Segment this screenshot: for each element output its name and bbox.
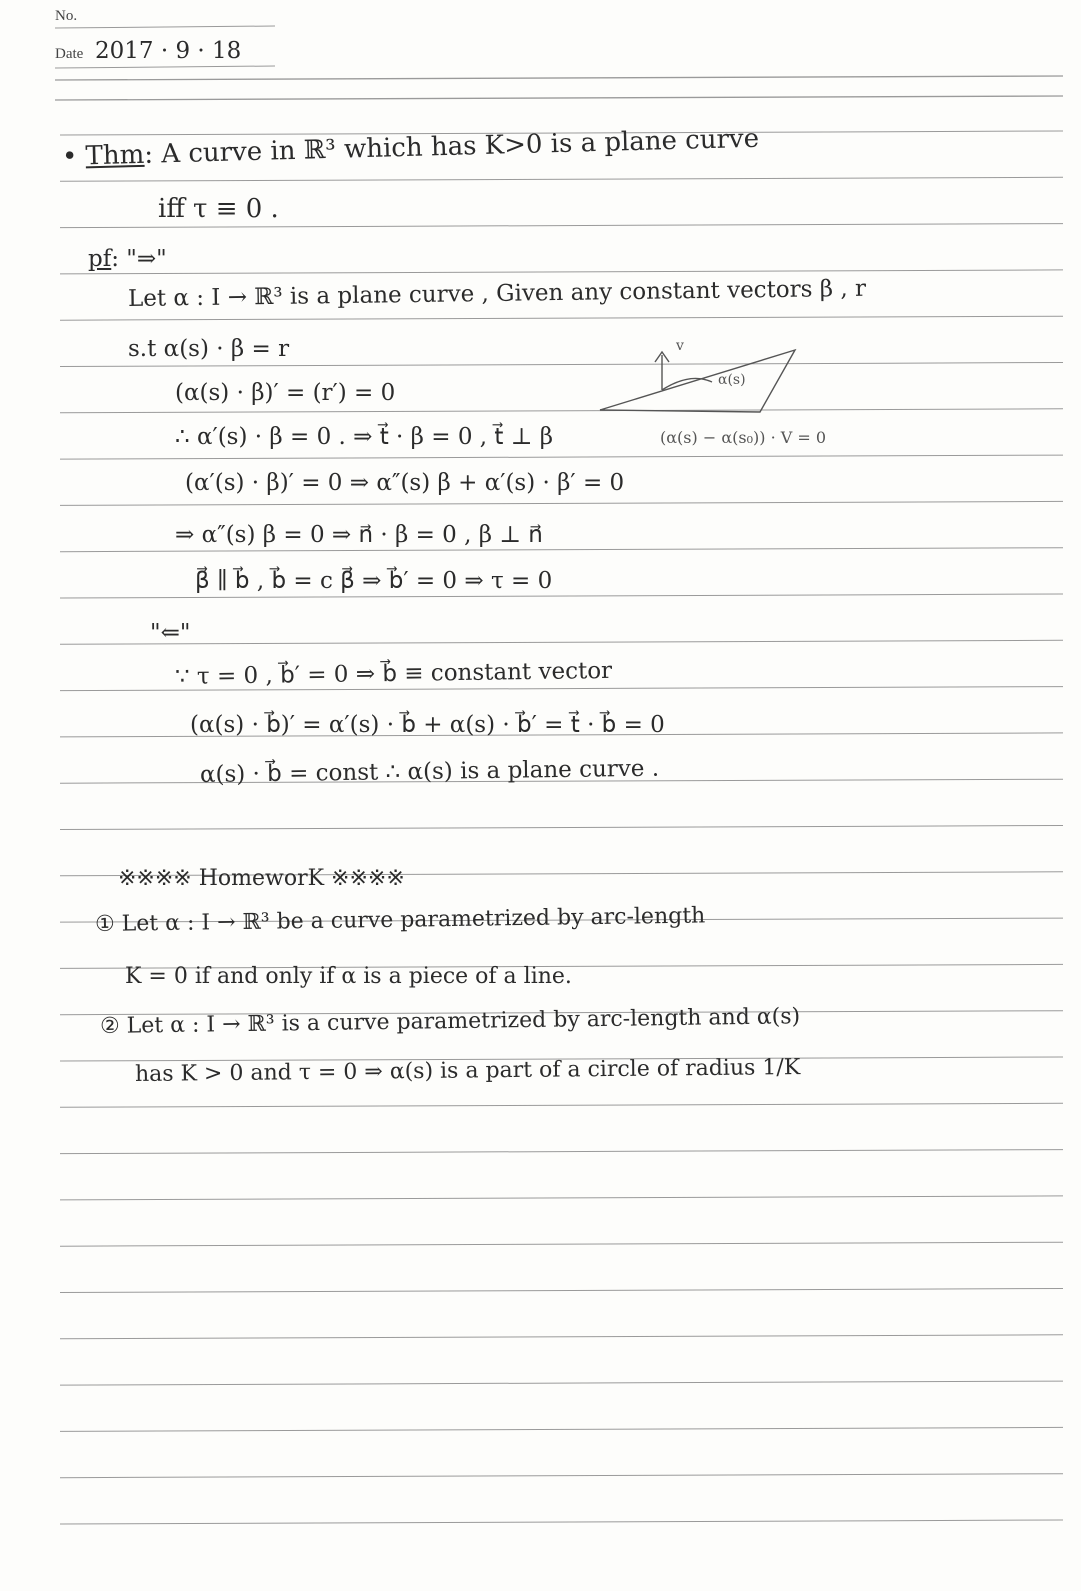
ruled-line: [60, 1427, 1063, 1431]
ruled-line: [60, 1242, 1063, 1246]
date-label: Date: [55, 46, 84, 62]
ruled-line: [60, 1474, 1063, 1478]
proof-line: ⇒ α″(s) β = 0 ⇒ n⃗ · β = 0 , β ⊥ n⃗: [175, 522, 543, 548]
ruled-line: [60, 548, 1063, 552]
ruled-line: [55, 96, 1063, 100]
homework-item-line: ② Let α : I → ℝ³ is a curve parametrized by arc-length and α(s): [99, 1004, 801, 1039]
proof-forward-heading: [88, 246, 167, 272]
proof-line: Let α : I → ℝ³ is a plane curve , Given any constant vectors β , r: [127, 275, 867, 312]
ruled-line: [60, 501, 1063, 505]
ruled-line: [60, 270, 1063, 274]
proof-label: pf: [88, 246, 112, 272]
proof-line: ∴ α′(s) · β = 0 . ⇒ t⃗ · β = 0 , t⃗ ⊥ β: [175, 424, 553, 450]
ruled-line: [60, 455, 1063, 459]
ruled-line: [60, 826, 1063, 830]
ruled-line: [60, 1335, 1063, 1339]
ruled-line: [60, 1520, 1063, 1524]
proof-line: (α′(s) · β)′ = 0 ⇒ α″(s) β + α′(s) · β′ = 0: [185, 470, 625, 496]
homework-item-line: K = 0 if and only if α is a piece of a line.: [125, 964, 572, 989]
ruled-line: [60, 224, 1063, 228]
point-label: α(s): [718, 372, 746, 388]
proof-line: (α(s) · b⃗)′ = α′(s) · b⃗ + α(s) · b⃗′ = t⃗ · b⃗ = 0: [190, 712, 665, 738]
ruled-line: [60, 1196, 1063, 1200]
ruled-line: [60, 1381, 1063, 1385]
vector-label: v: [676, 338, 684, 354]
proof-line: β⃗ ∥ b⃗ , b⃗ = c β⃗ ⇒ b⃗′ = 0 ⇒ τ = 0: [195, 568, 553, 594]
date-value: 2017 · 9 · 18: [95, 38, 242, 64]
theorem-label: Thm: [85, 139, 145, 172]
homework-item-line: has K > 0 and τ = 0 ⇒ α(s) is a part of a circle of radius 1/K: [134, 1055, 801, 1087]
ruled-line: [60, 409, 1063, 413]
homework-item-line: ① Let α : I → ℝ³ be a curve parametrized by arc-length: [94, 903, 706, 937]
ruled-line: [55, 66, 275, 68]
ruled-line: [55, 76, 1063, 80]
ruled-line: [60, 1150, 1063, 1154]
ruled-line: [60, 640, 1063, 644]
theorem-statement: : A curve in ℝ³ which has K>0 is a plane curve: [143, 123, 760, 170]
proof-line: (α(s) · β)′ = (r′) = 0: [175, 380, 396, 406]
theorem-line-2: iff τ ≡ 0 .: [158, 194, 279, 224]
ruled-line: [60, 1103, 1063, 1107]
ruled-line: [60, 1289, 1063, 1293]
homework-title: ※※※※ HomeworK ※※※※: [118, 866, 405, 891]
proof-line: s.t α(s) · β = r: [128, 336, 290, 362]
proof-line: α(s) · b⃗ = const ∴ α(s) is a plane curve .: [199, 755, 660, 788]
ruled-line: [60, 363, 1063, 367]
ruled-line: [60, 594, 1063, 598]
plane-equation: (α(s) − α(s₀)) · V = 0: [660, 428, 827, 447]
no-label: No.: [55, 8, 78, 24]
ruled-line: [55, 26, 275, 28]
bullet: •: [61, 141, 78, 172]
ruled-line: [60, 316, 1063, 320]
proof-backward-direction: "⇐": [150, 620, 191, 646]
plane-sketch: [600, 350, 795, 412]
proof-line: ∵ τ = 0 , b⃗′ = 0 ⇒ b⃗ ≡ constant vector: [174, 657, 613, 690]
ruled-line: [60, 177, 1063, 181]
proof-forward-direction: : "⇒": [111, 246, 167, 272]
